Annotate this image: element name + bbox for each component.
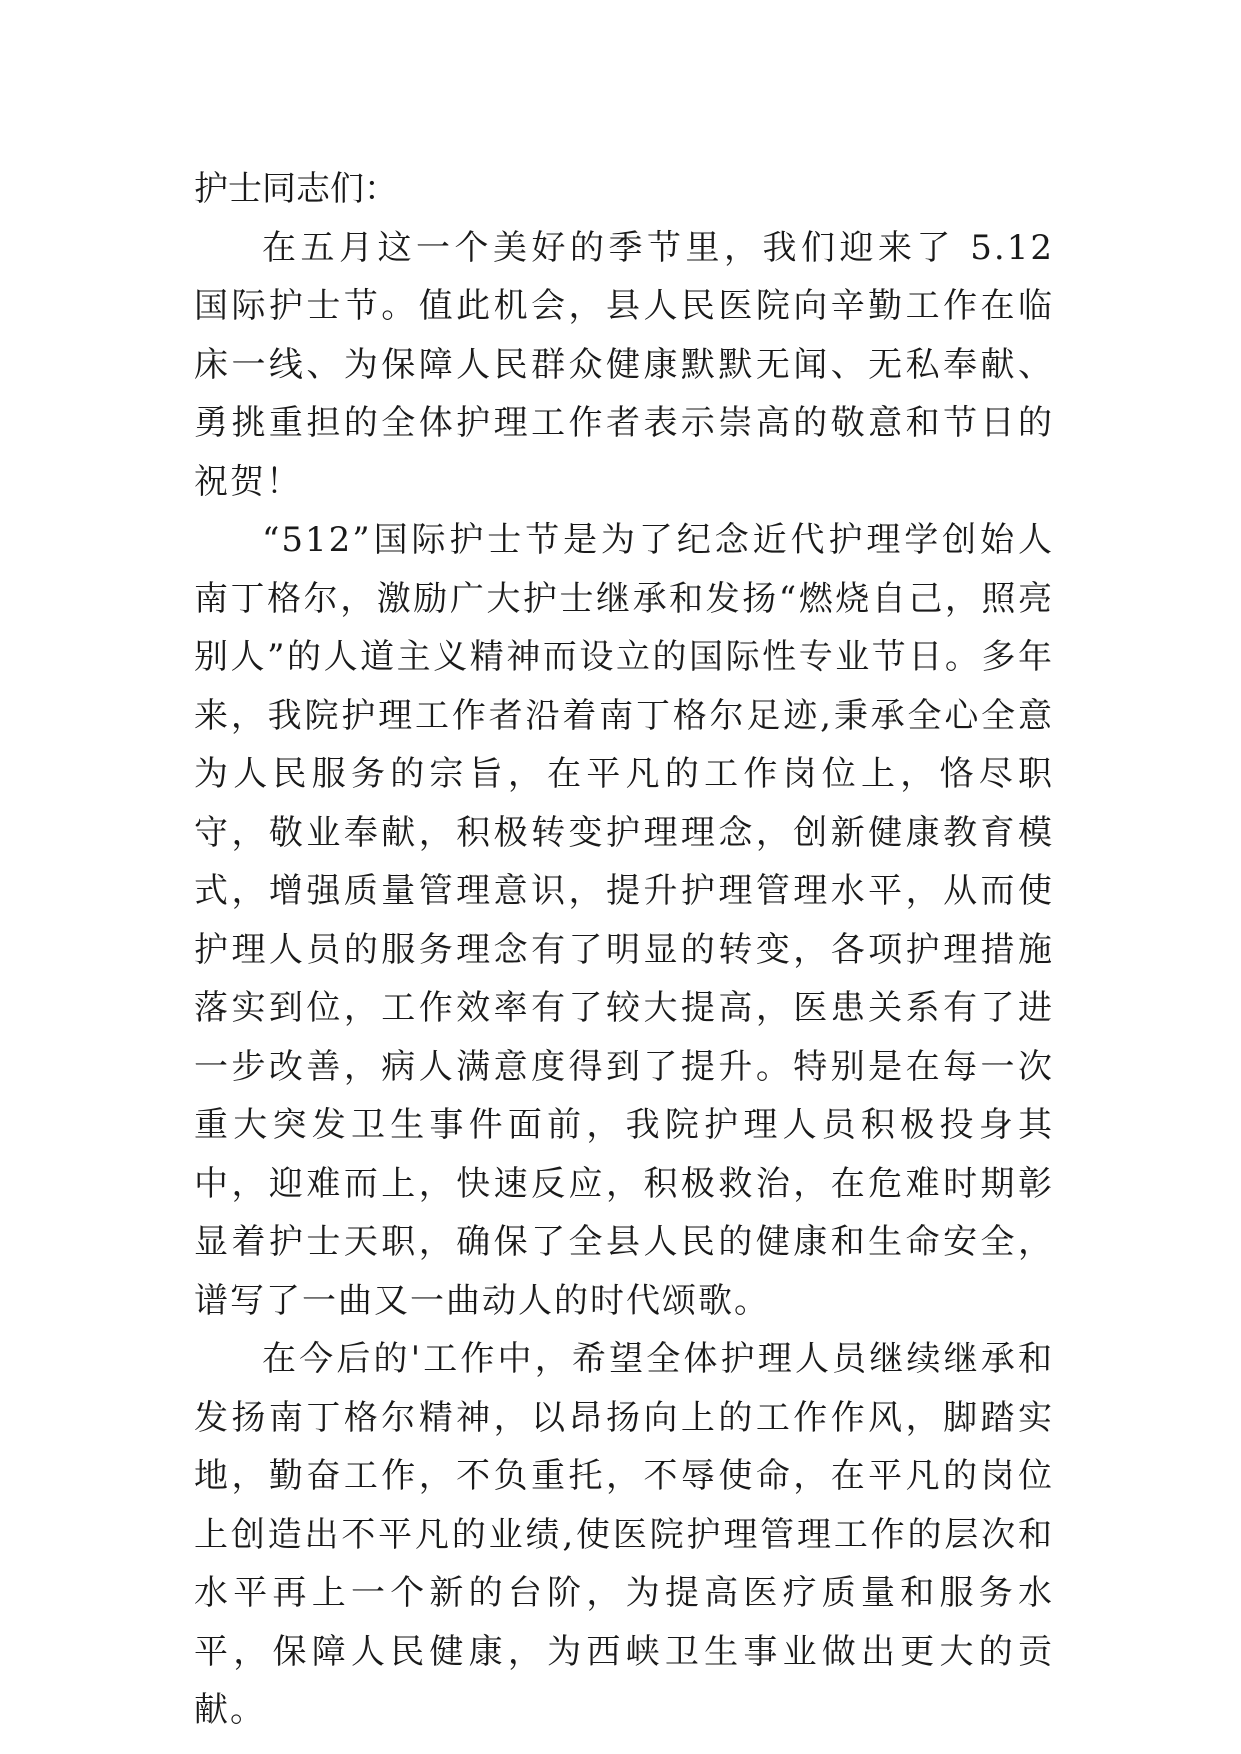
paragraph-1: 在五月这一个美好的季节里，我们迎来了 5.12 国际护士节。值此机会，县人民医院向辛勤工作在临床一线、为保障人民群众健康默默无闻、无私奉献、勇挑重担的全体护理工作者表示崇高的敬意和节日的祝贺！ [194, 227, 1054, 502]
paragraph-2: “512”国际护士节是为了纪念近代护理学创始人南丁格尔，激励广大护士继承和发扬“燃烧自己，照亮别人”的人道主义精神而设立的国际性专业节日。多年来，我院护理工作者沿着南丁格尔足迹,秉承全心全意为人民服务的宗旨，在平凡的工作岗位上，恪尽职守，敬业奉献，积极转变护理理念，创新健康教育模式，增强质量管理意识，提升护理管理水平，从而使护理人员的服务理念有了明显的转变，各项护理措施落实到位，工作效率有了较大提高，医患关系有了进一步改善，病人满意度得到了提升。特别是在每一次重大突发卫生事件面前，我院护理人员积极投身其中，迎难而上，快速反应，积极救治，在危难时期彰显着护士天职，确保了全县人民的健康和生命安全，谱写了一曲又一曲动人的时代颂歌。 [194, 520, 1054, 1321]
salutation: 护士同志们： [194, 169, 398, 209]
paragraph-3: 在今后的'工作中，希望全体护理人员继续继承和发扬南丁格尔精神，以昂扬向上的工作作风，脚踏实地，勤奋工作，不负重托，不辱使命，在平凡的岗位上创造出不平凡的业绩,使医院护理管理工作的层次和水平再上一个新的台阶，为提高医疗质量和服务水平，保障人民健康，为西峡卫生事业做出更大的贡献。 [194, 1339, 1054, 1730]
letter-body [194, 160, 1054, 1740]
